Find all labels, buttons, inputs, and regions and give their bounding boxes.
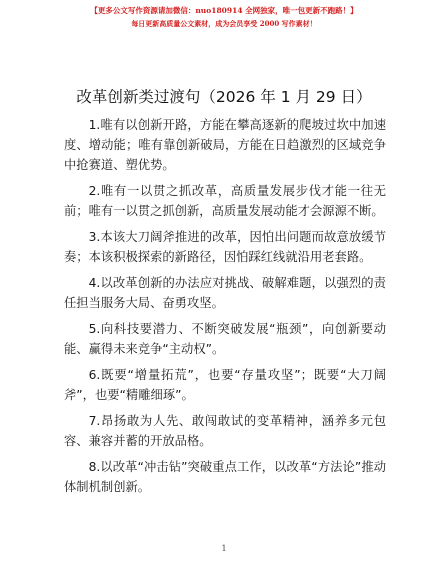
- promo-banner: [0, 4, 448, 30]
- document-body: [64, 115, 386, 503]
- page-number: 1: [221, 544, 227, 553]
- paragraph-4: 4.以改革创新的办法应对挑战、破解难题，以强烈的责任担当服务大局、奋勇攻坚。: [64, 276, 386, 310]
- promo-banner-line-1: 【更多公文写作资源请加微信：nuo180914 全网独家，唯一包更新不跑路！】: [90, 6, 358, 15]
- paragraph-6: 6.既要“增量拓荒”，也要“存量攻坚”；既要“大刀阔斧”，也要“精雕细琢”。: [64, 368, 386, 402]
- paragraph-5: 5.向科技要潜力、不断突破发展“瓶颈”，向创新要动能、赢得未来竞争“主动权”。: [64, 322, 386, 356]
- document-title: 改革创新类过渡句（2026 年 1 月 29 日）: [76, 88, 372, 106]
- paragraph-8: 8.以改革“冲击钻”突破重点工作，以改革“方法论”推动体制机制创新。: [64, 460, 386, 494]
- paragraph-3: 3.本该大刀阔斧推进的改革，因怕出问题而故意放缓节奏；本该积极探索的新路径，因怕踩红线就沿用老套路。: [64, 230, 386, 264]
- paragraph-1: 1.唯有以创新开路，方能在攀高逐新的爬坡过坎中加速度、增动能；唯有靠创新破局，方能在日趋激烈的区域竞争中抢赛道、塑优势。: [64, 118, 386, 172]
- promo-banner-line-2: 每日更新高质量公文素材，成为会员享受 2000 写作素材！: [131, 19, 317, 28]
- paragraph-7: 7.昂扬敢为人先、敢闯敢试的变革精神，涵养多元包容、兼容并蓄的开放品格。: [64, 414, 386, 448]
- paragraph-2: 2.唯有一以贯之抓改革，高质量发展步伐才能一往无前；唯有一以贯之抓创新，高质量发展动能才会源源不断。: [64, 184, 386, 218]
